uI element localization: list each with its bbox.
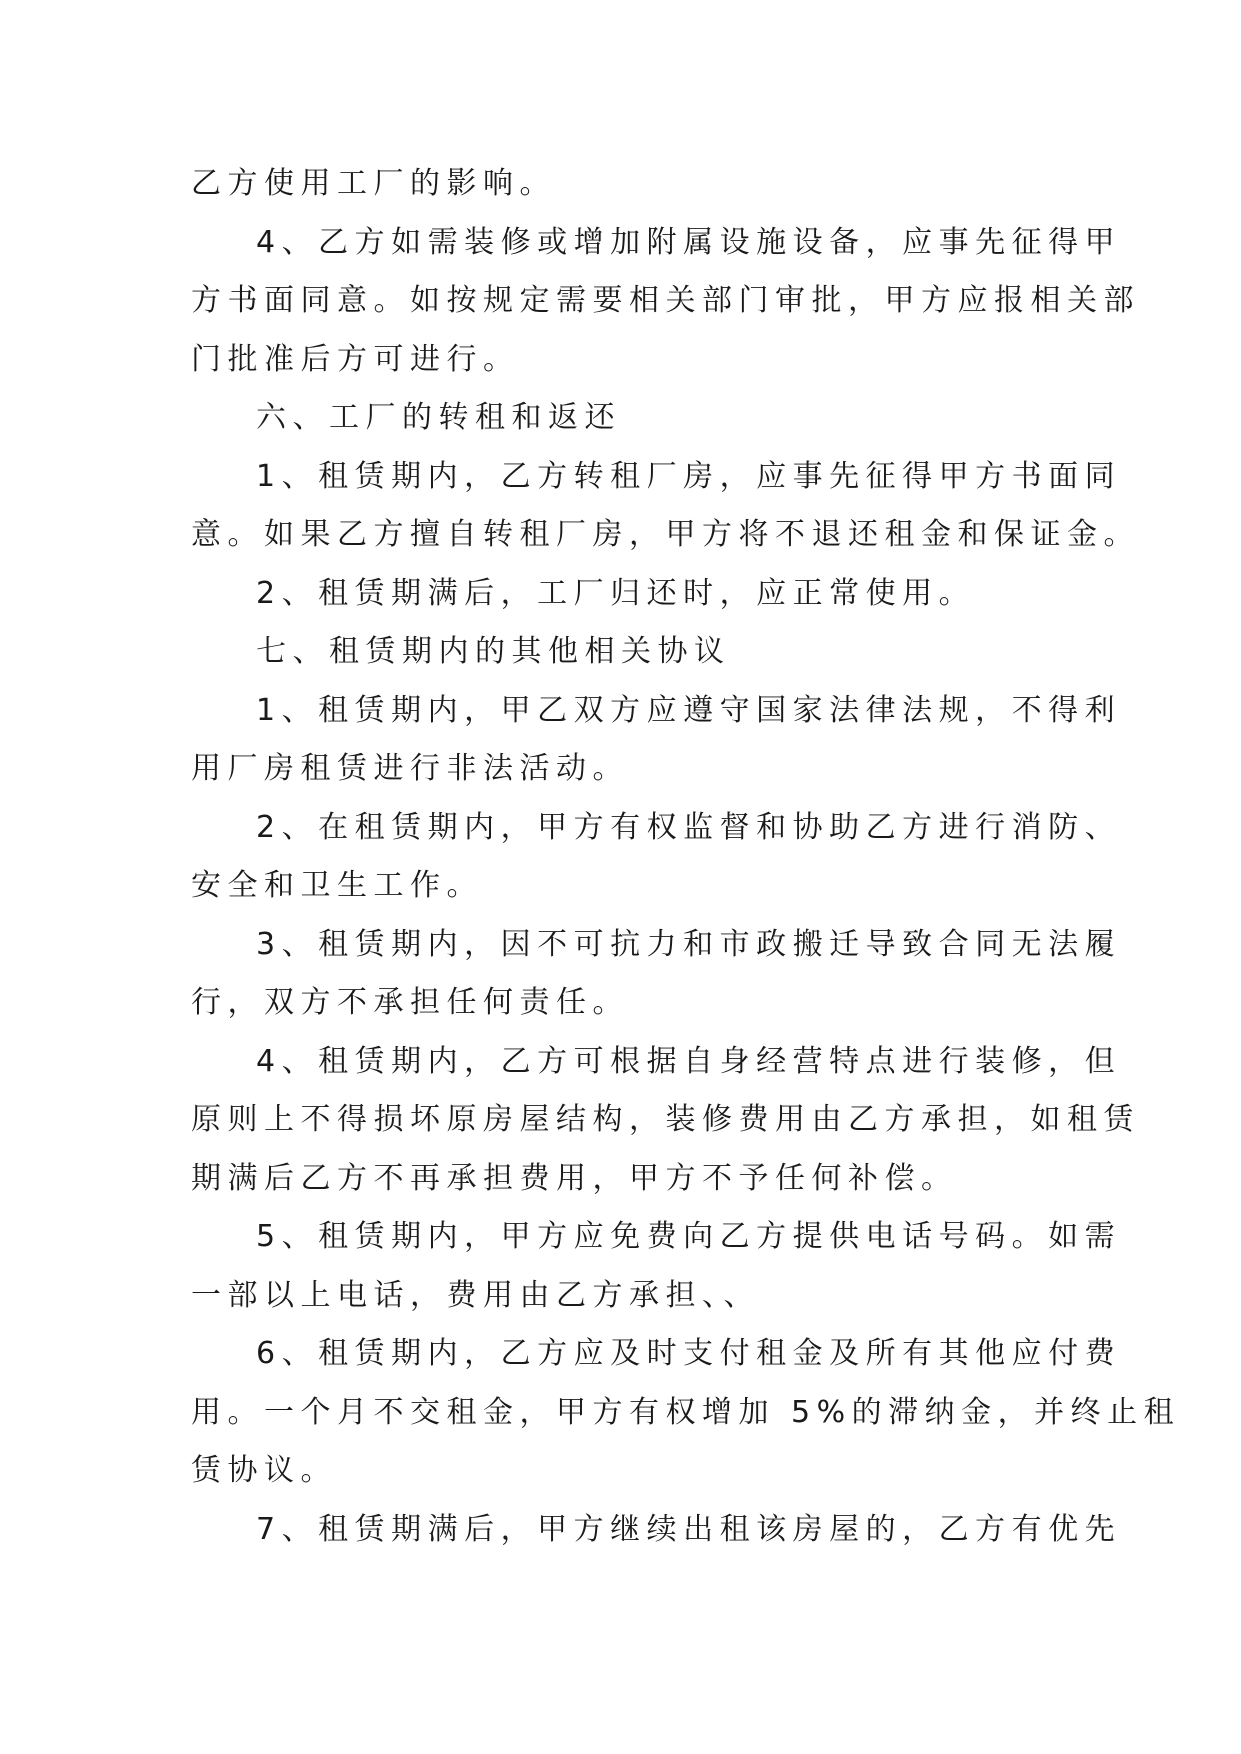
- document-line: 4、乙方如需装修或增加附属设施设备，应事先征得甲: [256, 224, 1122, 260]
- document-line: 六、工厂的转租和返还: [256, 400, 621, 435]
- document-line: 七、租赁期内的其他相关协议: [256, 634, 731, 669]
- document-body: [191, 155, 1181, 1559]
- document-line: 门批准后方可进行。: [191, 341, 520, 377]
- document-line: 6、租赁期内，乙方应及时支付租金及所有其他应付费: [256, 1336, 1122, 1371]
- document-line: 2、租赁期满后，工厂归还时，应正常使用。: [256, 575, 976, 611]
- document-line: 行，双方不承担任何责任。: [191, 985, 629, 1020]
- document-line: 3、租赁期内，因不可抗力和市政搬迁导致合同无法履: [256, 926, 1122, 962]
- document-line: 原则上不得损坏原房屋结构，装修费用由乙方承担，如租赁: [191, 1102, 1140, 1137]
- document-line: 方书面同意。如按规定需要相关部门审批，甲方应报相关部: [191, 283, 1140, 318]
- document-line: 4、租赁期内，乙方可根据自身经营特点进行装修，但: [256, 1043, 1122, 1079]
- document-line: 1、租赁期内，甲乙双方应遵守国家法律法规，不得利: [256, 692, 1122, 728]
- document-line: 7、租赁期满后，甲方继续出租该房屋的，乙方有优先: [256, 1511, 1122, 1547]
- document-line: 赁协议。: [191, 1453, 337, 1488]
- document-line: 安全和卫生工作。: [191, 868, 483, 903]
- document-line: 意。如果乙方擅自转租厂房，甲方将不退还租金和保证金。: [191, 517, 1140, 552]
- document-line: 一部以上电话，费用由乙方承担、、: [191, 1277, 760, 1313]
- document-line: 期满后乙方不再承担费用，甲方不予任何补偿。: [191, 1160, 958, 1196]
- document-line: 2、在租赁期内，甲方有权监督和协助乙方进行消防、: [256, 809, 1122, 845]
- document-line: 用。一个月不交租金，甲方有权增加 5%的滞纳金，并终止租: [191, 1394, 1181, 1430]
- document-line: 用厂房租赁进行非法活动。: [191, 751, 629, 786]
- document-line: 5、租赁期内，甲方应免费向乙方提供电话号码。如需: [256, 1219, 1122, 1254]
- document-line: 乙方使用工厂的影响。: [191, 166, 556, 201]
- document-line: 1、租赁期内，乙方转租厂房，应事先征得甲方书面同: [256, 458, 1122, 494]
